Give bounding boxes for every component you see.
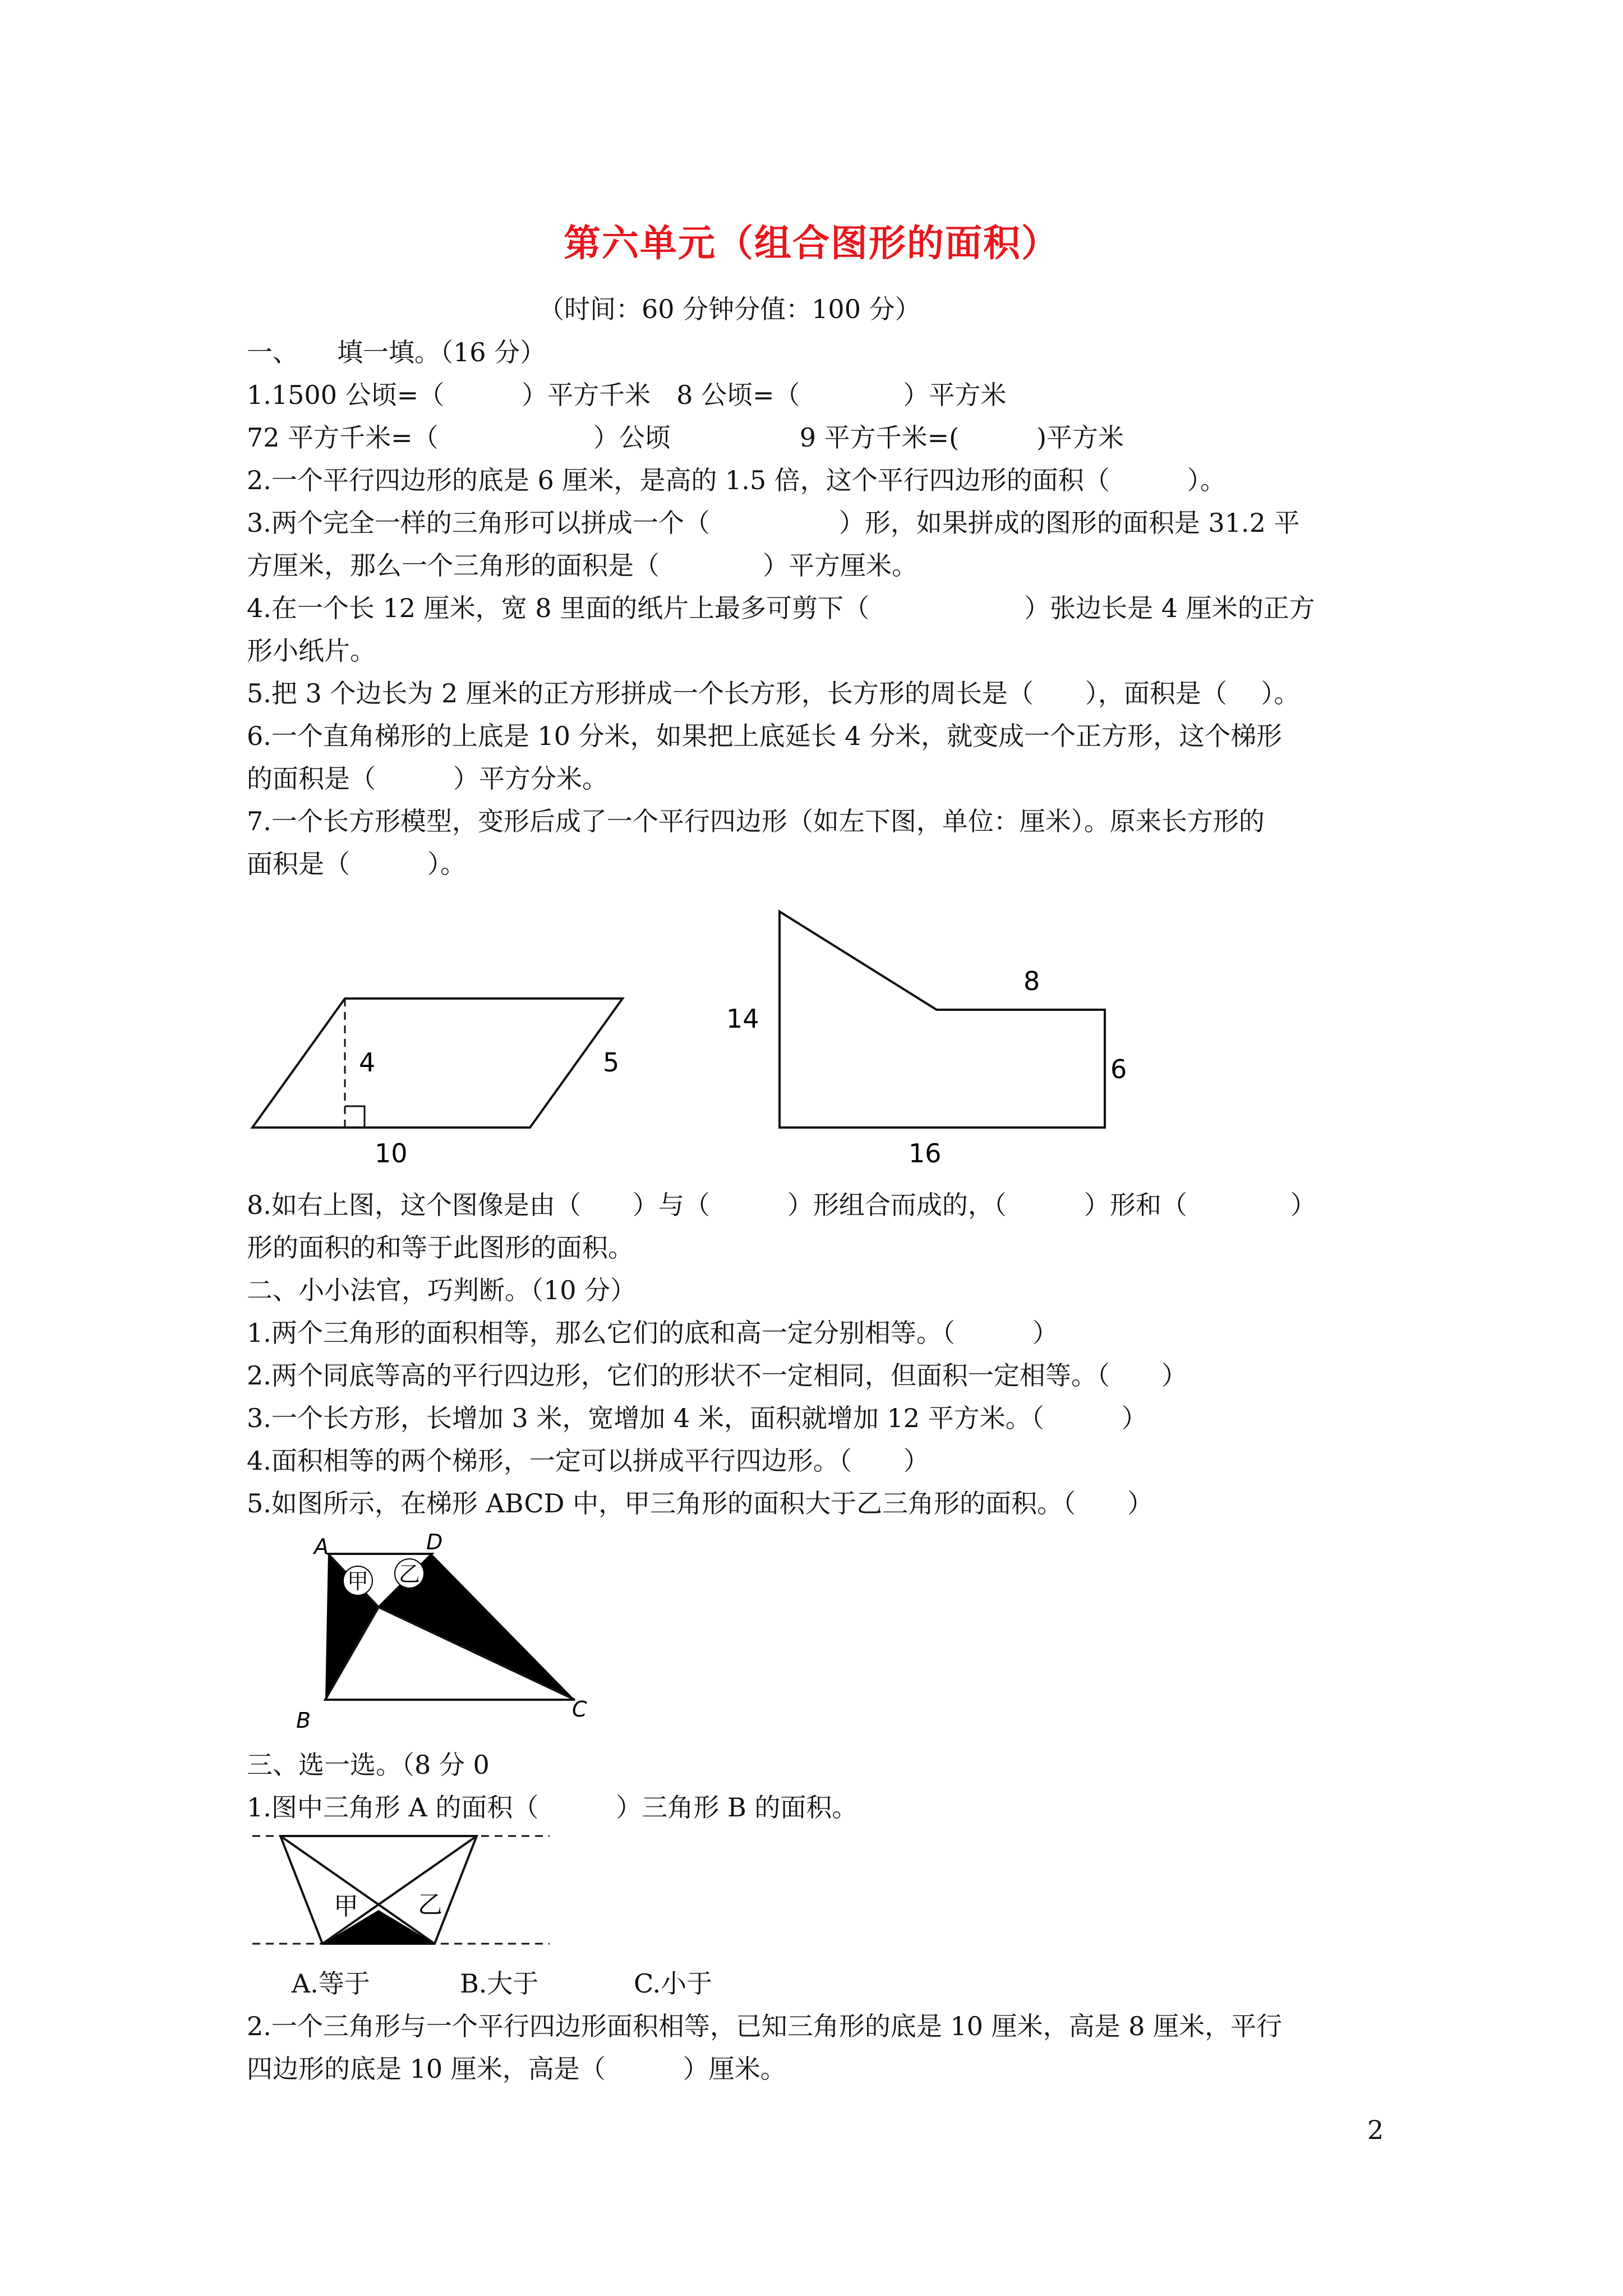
question-line: 2.两个同底等高的平行四边形，它们的形状不一定相同，但面积一定相等。（ ） (247, 1360, 1187, 1391)
question-line: 4.面积相等的两个梯形，一定可以拼成平行四边形。（ ） (247, 1446, 929, 1476)
vertex-c-label: C (572, 1697, 587, 1722)
label-jia: 甲 (347, 1569, 369, 1594)
length-8-label: 8 (1023, 966, 1040, 996)
page-number: 2 (1367, 2115, 1384, 2145)
option-a: A.等于 (292, 1968, 370, 1999)
height-label: 4 (359, 1047, 376, 1078)
trapezoid-abcd-figure (280, 1531, 628, 1733)
triangle-comparison-figure (247, 1826, 561, 1955)
composite-figure (712, 898, 1138, 1178)
section-2-heading: 二、小小法官，巧判断。（10 分） (247, 1275, 637, 1305)
question-line: 3.一个长方形，长增加 3 米，宽增加 4 米，面积就增加 12 平方米。（ ） (247, 1403, 1147, 1433)
question-line: 1.图中三角形 A 的面积（ ）三角形 B 的面积。 (247, 1792, 858, 1823)
page-subtitle: （时间：60 分钟分值：100 分） (538, 294, 921, 324)
question-line: 4.在一个长 12 厘米，宽 8 里面的纸片上最多可剪下（ ）张边长是 4 厘米的正方 (247, 593, 1315, 623)
vertex-d-label: D (426, 1531, 443, 1554)
question-line: 3.两个完全一样的三角形可以拼成一个（ ）形，如果拼成的图形的面积是 31.2 平 (247, 508, 1300, 538)
base-16-label: 16 (909, 1138, 942, 1168)
label-yi: 乙 (398, 1562, 421, 1586)
section-1-heading: 一、 填一填。（16 分） (247, 337, 546, 367)
option-c: C.小于 (634, 1968, 713, 1999)
vertex-a-label: A (314, 1534, 329, 1559)
question-line: 2.一个三角形与一个平行四边形面积相等，已知三角形的底是 10 厘米，高是 8 厘米，平行 (247, 2011, 1283, 2041)
question-line: 1.两个三角形的面积相等，那么它们的底和高一定分别相等。（ ） (247, 1318, 1058, 1348)
base-label: 10 (375, 1138, 408, 1167)
side-label: 5 (603, 1047, 620, 1078)
vertex-b-label: B (296, 1708, 311, 1733)
section-3-heading: 三、选一选。（8 分 0 (247, 1750, 490, 1780)
question-line: 1.1500 公顷=（ ）平方千米 8 公顷=（ ）平方米 (247, 380, 1007, 410)
question-line: 形的面积的和等于此图形的面积。 (247, 1232, 634, 1263)
question-line: 形小纸片。 (247, 636, 376, 666)
option-b: B.大于 (460, 1968, 539, 1999)
page-title: 第六单元（组合图形的面积） (564, 221, 1059, 265)
question-line: 6.一个直角梯形的上底是 10 分米，如果把上底延长 4 分米，就变成一个正方形，这个梯形 (247, 721, 1283, 751)
question-line: 四边形的底是 10 厘米，高是（ ）厘米。 (247, 2054, 786, 2084)
question-line: 8.如右上图，这个图像是由（ ）与（ ）形组合而成的，（ ）形和（ ） (247, 1190, 1316, 1220)
question-line: 5.如图所示，在梯形 ABCD 中，甲三角形的面积大于乙三角形的面积。（ ） (247, 1488, 1154, 1519)
question-line: 7.一个长方形模型，变形后成了一个平行四边形（如左下图，单位：厘米）。原来长方形的 (247, 806, 1265, 836)
height-6-label: 6 (1110, 1054, 1127, 1084)
question-line: 72 平方千米=（ ）公顷 9 平方千米=( )平方米 (247, 422, 1124, 453)
question-line: 的面积是（ ）平方分米。 (247, 763, 608, 794)
question-line: 面积是（ ）。 (247, 849, 466, 879)
question-line: 方厘米，那么一个三角形的面积是（ ）平方厘米。 (247, 550, 917, 581)
label-jia: 甲 (334, 1892, 358, 1921)
height-14-label: 14 (726, 1004, 759, 1034)
question-line: 2.一个平行四边形的底是 6 厘米，是高的 1.5 倍，这个平行四边形的面积（ ）。 (247, 465, 1226, 495)
question-line: 5.把 3 个边长为 2 厘米的正方形拼成一个长方形，长方形的周长是（ ），面积是（ ）。 (247, 678, 1300, 708)
parallelogram-figure (241, 987, 634, 1167)
label-yi: 乙 (418, 1890, 442, 1919)
